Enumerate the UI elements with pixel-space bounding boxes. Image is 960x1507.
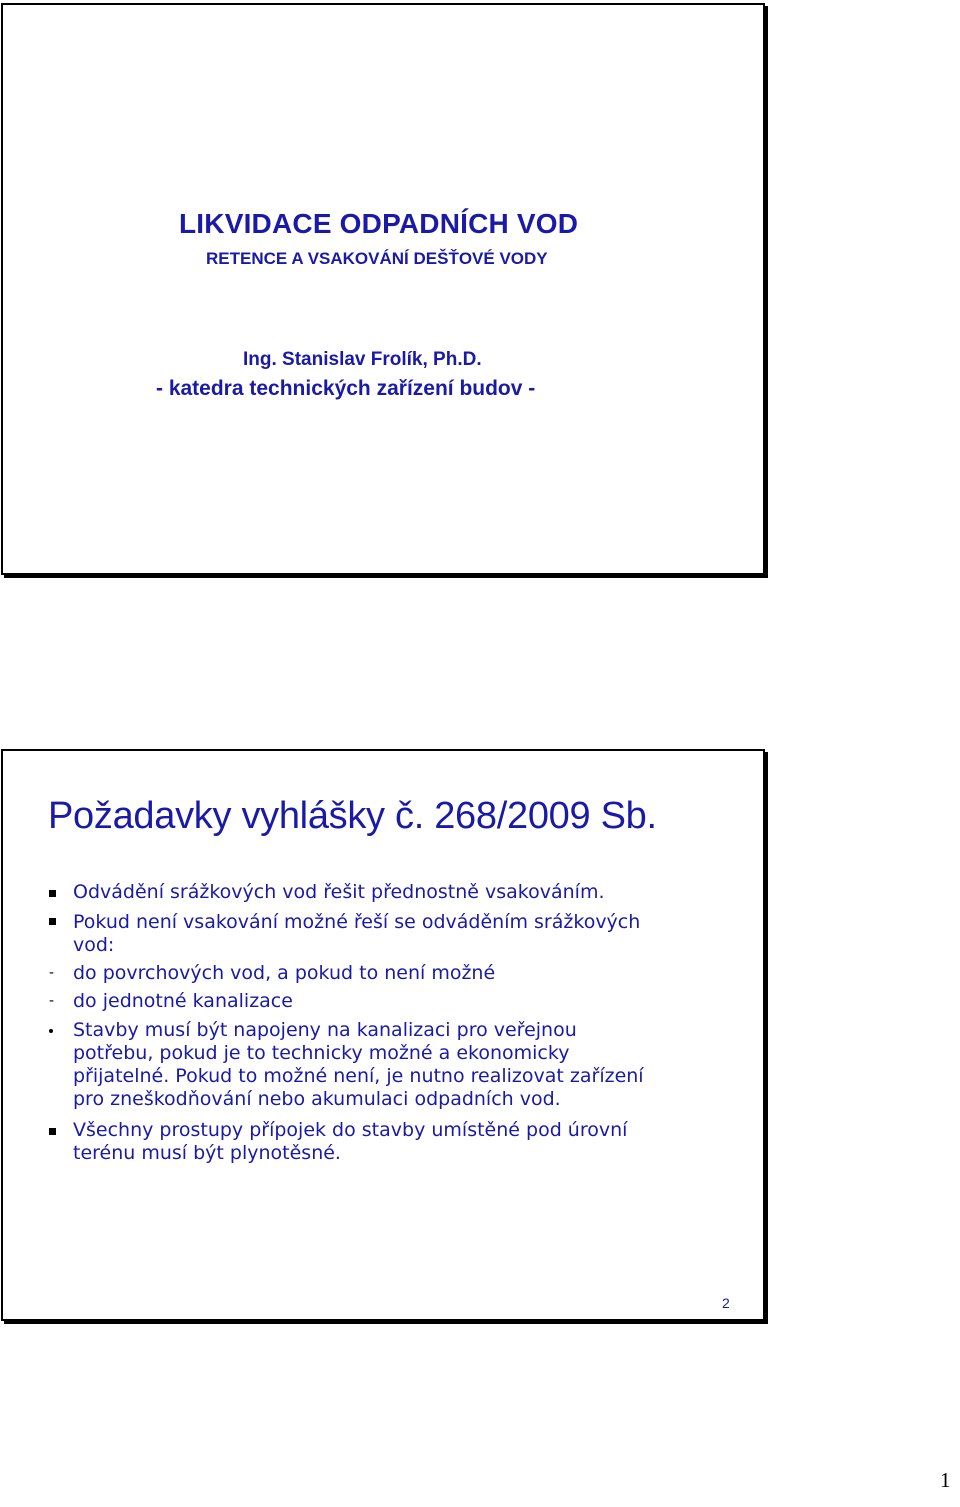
dash-bullet-icon: - (49, 965, 55, 981)
list-item-line: pro zneškodňování nebo akumulaci odpadních vod. (73, 1088, 561, 1110)
sheet-page-number: 1 (940, 1468, 951, 1492)
slide-1-title: LIKVIDACE ODPADNÍCH VOD (179, 208, 579, 239)
list-item-line: vod: (73, 934, 115, 956)
slide-1 (1, 3, 765, 575)
square-bullet-icon (49, 918, 56, 925)
slide-1-department: - katedra technických zařízení budov - (156, 377, 536, 400)
slide-page-number: 2 (722, 1295, 730, 1311)
list-item-line: potřebu, pokud je to technicky možné a ekonomicky (73, 1042, 570, 1064)
list-item-line: přijatelné. Pokud to možné není, je nutno realizovat zařízení (73, 1065, 644, 1087)
dot-bullet-icon (49, 1029, 53, 1033)
list-item-line: do povrchových vod, a pokud to není možné (73, 962, 496, 984)
list-item-line: terénu musí být plynotěsné. (73, 1142, 341, 1164)
dash-bullet-icon: - (49, 993, 55, 1009)
slide-1-author: Ing. Stanislav Frolík, Ph.D. (243, 349, 482, 370)
slide-2-title: Požadavky vyhlášky č. 268/2009 Sb. (48, 795, 657, 837)
list-item-line: Stavby musí být napojeny na kanalizaci pro veřejnou (73, 1019, 577, 1041)
list-item-line: Všechny prostupy přípojek do stavby umístěné pod úrovní (73, 1119, 628, 1141)
list-item-line: do jednotné kanalizace (73, 990, 293, 1012)
list-item-line: Pokud není vsakování možné řeší se odváděním srážkových (73, 911, 641, 933)
square-bullet-icon (49, 1128, 56, 1135)
slide-1-subtitle: RETENCE A VSAKOVÁNÍ DEŠŤOVÉ VODY (206, 249, 548, 268)
slide-2 (1, 749, 765, 1321)
square-bullet-icon (49, 890, 56, 897)
list-item-line: Odvádění srážkových vod řešit přednostně vsakováním. (73, 881, 605, 903)
